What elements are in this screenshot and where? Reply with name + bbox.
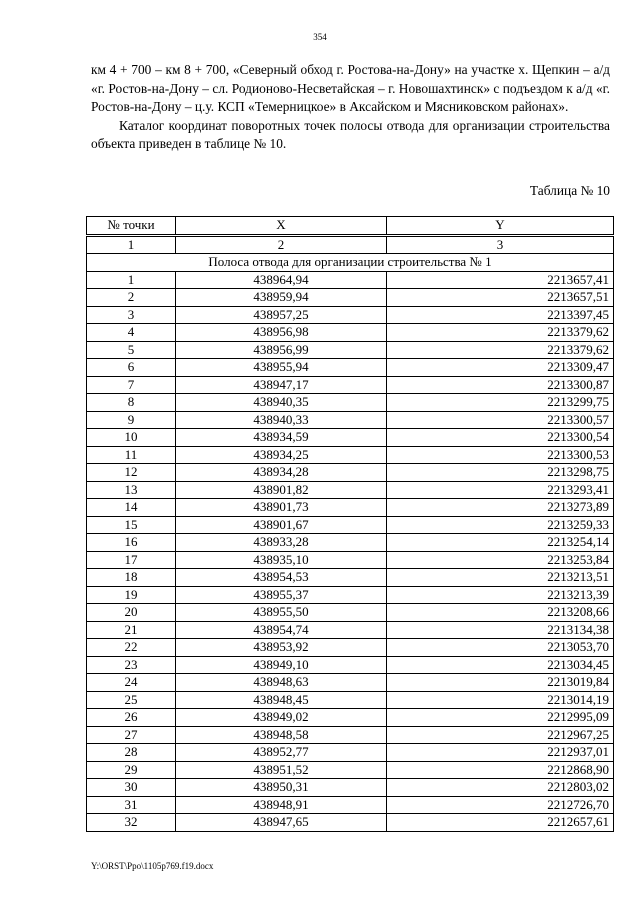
x-coordinate-cell: 438949,10 bbox=[176, 656, 387, 674]
y-coordinate-cell: 2212726,70 bbox=[387, 796, 614, 814]
table-row bbox=[87, 726, 614, 744]
column-number-3: 3 bbox=[387, 235, 614, 254]
table-row bbox=[87, 656, 614, 674]
point-number-cell: 28 bbox=[87, 744, 176, 762]
x-coordinate-cell: 438955,94 bbox=[176, 359, 387, 377]
table-row bbox=[87, 481, 614, 499]
point-number-cell: 2 bbox=[87, 289, 176, 307]
x-coordinate-cell: 438948,63 bbox=[176, 674, 387, 692]
table-row bbox=[87, 324, 614, 342]
x-coordinate-cell: 438933,28 bbox=[176, 534, 387, 552]
y-coordinate-cell: 2213254,14 bbox=[387, 534, 614, 552]
table-row bbox=[87, 534, 614, 552]
table-row bbox=[87, 359, 614, 377]
y-coordinate-cell: 2213397,45 bbox=[387, 306, 614, 324]
table-row bbox=[87, 376, 614, 394]
x-coordinate-cell: 438956,99 bbox=[176, 341, 387, 359]
y-coordinate-cell: 2212868,90 bbox=[387, 761, 614, 779]
y-coordinate-cell: 2213657,51 bbox=[387, 289, 614, 307]
y-coordinate-cell: 2213379,62 bbox=[387, 341, 614, 359]
x-coordinate-cell: 438952,77 bbox=[176, 744, 387, 762]
point-number-cell: 5 bbox=[87, 341, 176, 359]
y-coordinate-cell: 2213134,38 bbox=[387, 621, 614, 639]
y-coordinate-cell: 2213019,84 bbox=[387, 674, 614, 692]
x-coordinate-cell: 438934,59 bbox=[176, 429, 387, 447]
point-number-cell: 31 bbox=[87, 796, 176, 814]
y-coordinate-cell: 2213053,70 bbox=[387, 639, 614, 657]
table-row bbox=[87, 744, 614, 762]
header-y: Y bbox=[387, 217, 614, 236]
table-row bbox=[87, 271, 614, 289]
point-number-cell: 7 bbox=[87, 376, 176, 394]
point-number-cell: 6 bbox=[87, 359, 176, 377]
x-coordinate-cell: 438940,35 bbox=[176, 394, 387, 412]
y-coordinate-cell: 2213034,45 bbox=[387, 656, 614, 674]
column-numbers-row bbox=[87, 235, 614, 254]
x-coordinate-cell: 438947,65 bbox=[176, 814, 387, 832]
table-caption: Таблица № 10 bbox=[529, 183, 610, 198]
section-title-row bbox=[87, 254, 614, 272]
point-number-cell: 15 bbox=[87, 516, 176, 534]
table-row bbox=[87, 569, 614, 587]
x-coordinate-cell: 438901,67 bbox=[176, 516, 387, 534]
table-row bbox=[87, 814, 614, 832]
y-coordinate-cell: 2213208,66 bbox=[387, 604, 614, 622]
table-row bbox=[87, 761, 614, 779]
table-row bbox=[87, 691, 614, 709]
y-coordinate-cell: 2213379,62 bbox=[387, 324, 614, 342]
point-number-cell: 19 bbox=[87, 586, 176, 604]
table-row bbox=[87, 621, 614, 639]
y-coordinate-cell: 2212995,09 bbox=[387, 709, 614, 727]
y-coordinate-cell: 2213293,41 bbox=[387, 481, 614, 499]
table-row bbox=[87, 446, 614, 464]
intro-paragraph-2: Каталог координат поворотных точек полосы отвода для организации строительства объекта приведен в таблице № 10. bbox=[91, 117, 610, 151]
y-coordinate-cell: 2213300,54 bbox=[387, 429, 614, 447]
table-row bbox=[87, 516, 614, 534]
x-coordinate-cell: 438955,50 bbox=[176, 604, 387, 622]
coordinates-table bbox=[86, 216, 614, 832]
header-point-number: № точки bbox=[87, 217, 176, 236]
point-number-cell: 20 bbox=[87, 604, 176, 622]
point-number-cell: 13 bbox=[87, 481, 176, 499]
y-coordinate-cell: 2213657,41 bbox=[387, 271, 614, 289]
point-number-cell: 22 bbox=[87, 639, 176, 657]
y-coordinate-cell: 2213298,75 bbox=[387, 464, 614, 482]
point-number-cell: 10 bbox=[87, 429, 176, 447]
table-row bbox=[87, 796, 614, 814]
table-row bbox=[87, 464, 614, 482]
y-coordinate-cell: 2213273,89 bbox=[387, 499, 614, 517]
x-coordinate-cell: 438934,28 bbox=[176, 464, 387, 482]
table-row bbox=[87, 674, 614, 692]
table-row bbox=[87, 709, 614, 727]
x-coordinate-cell: 438940,33 bbox=[176, 411, 387, 429]
intro-paragraph-1: км 4 + 700 – км 8 + 700, «Северный обход г. Ростова-на-Дону» на участке х. Щепкин – а/д «г. Ростов-на-Дону – сл. Родионово-Несветайская – г. Новошахтинск» с подъездом к а/д «г. Ростов-на-Дону – ц.у. КСП «Темерницкое» в Аксайском и Мясниковском районах». bbox=[91, 62, 610, 114]
point-number-cell: 16 bbox=[87, 534, 176, 552]
page-number: 354 bbox=[313, 32, 327, 42]
table-row bbox=[87, 411, 614, 429]
column-number-2: 2 bbox=[176, 235, 387, 254]
x-coordinate-cell: 438948,45 bbox=[176, 691, 387, 709]
section-title: Полоса отвода для организации строительства № 1 bbox=[87, 254, 614, 272]
point-number-cell: 23 bbox=[87, 656, 176, 674]
point-number-cell: 18 bbox=[87, 569, 176, 587]
y-coordinate-cell: 2213213,39 bbox=[387, 586, 614, 604]
point-number-cell: 21 bbox=[87, 621, 176, 639]
point-number-cell: 27 bbox=[87, 726, 176, 744]
table-row bbox=[87, 429, 614, 447]
x-coordinate-cell: 438959,94 bbox=[176, 289, 387, 307]
x-coordinate-cell: 438956,98 bbox=[176, 324, 387, 342]
y-coordinate-cell: 2213300,87 bbox=[387, 376, 614, 394]
x-coordinate-cell: 438934,25 bbox=[176, 446, 387, 464]
point-number-cell: 4 bbox=[87, 324, 176, 342]
footer-file-path: Y:\ORST\Ppo\1105p769.f19.docx bbox=[91, 861, 214, 871]
point-number-cell: 30 bbox=[87, 779, 176, 797]
column-number-1: 1 bbox=[87, 235, 176, 254]
x-coordinate-cell: 438947,17 bbox=[176, 376, 387, 394]
y-coordinate-cell: 2213253,84 bbox=[387, 551, 614, 569]
point-number-cell: 9 bbox=[87, 411, 176, 429]
table-row bbox=[87, 306, 614, 324]
x-coordinate-cell: 438954,74 bbox=[176, 621, 387, 639]
table-row bbox=[87, 604, 614, 622]
point-number-cell: 25 bbox=[87, 691, 176, 709]
table-row bbox=[87, 779, 614, 797]
table-row bbox=[87, 551, 614, 569]
header-x: X bbox=[176, 217, 387, 236]
x-coordinate-cell: 438901,82 bbox=[176, 481, 387, 499]
y-coordinate-cell: 2213300,57 bbox=[387, 411, 614, 429]
x-coordinate-cell: 438951,52 bbox=[176, 761, 387, 779]
point-number-cell: 14 bbox=[87, 499, 176, 517]
y-coordinate-cell: 2213213,51 bbox=[387, 569, 614, 587]
point-number-cell: 1 bbox=[87, 271, 176, 289]
y-coordinate-cell: 2212657,61 bbox=[387, 814, 614, 832]
point-number-cell: 17 bbox=[87, 551, 176, 569]
x-coordinate-cell: 438955,37 bbox=[176, 586, 387, 604]
table-row bbox=[87, 499, 614, 517]
x-coordinate-cell: 438901,73 bbox=[176, 499, 387, 517]
table-row bbox=[87, 341, 614, 359]
x-coordinate-cell: 438953,92 bbox=[176, 639, 387, 657]
point-number-cell: 3 bbox=[87, 306, 176, 324]
table-row bbox=[87, 639, 614, 657]
x-coordinate-cell: 438948,91 bbox=[176, 796, 387, 814]
table-header-row bbox=[87, 217, 614, 236]
y-coordinate-cell: 2213309,47 bbox=[387, 359, 614, 377]
y-coordinate-cell: 2213299,75 bbox=[387, 394, 614, 412]
x-coordinate-cell: 438935,10 bbox=[176, 551, 387, 569]
x-coordinate-cell: 438954,53 bbox=[176, 569, 387, 587]
y-coordinate-cell: 2212803,02 bbox=[387, 779, 614, 797]
point-number-cell: 8 bbox=[87, 394, 176, 412]
table-row bbox=[87, 394, 614, 412]
y-coordinate-cell: 2212967,25 bbox=[387, 726, 614, 744]
y-coordinate-cell: 2213300,53 bbox=[387, 446, 614, 464]
point-number-cell: 26 bbox=[87, 709, 176, 727]
x-coordinate-cell: 438957,25 bbox=[176, 306, 387, 324]
y-coordinate-cell: 2213259,33 bbox=[387, 516, 614, 534]
x-coordinate-cell: 438948,58 bbox=[176, 726, 387, 744]
x-coordinate-cell: 438950,31 bbox=[176, 779, 387, 797]
point-number-cell: 11 bbox=[87, 446, 176, 464]
x-coordinate-cell: 438964,94 bbox=[176, 271, 387, 289]
point-number-cell: 32 bbox=[87, 814, 176, 832]
point-number-cell: 29 bbox=[87, 761, 176, 779]
point-number-cell: 12 bbox=[87, 464, 176, 482]
y-coordinate-cell: 2213014,19 bbox=[387, 691, 614, 709]
table-row bbox=[87, 289, 614, 307]
intro-text bbox=[91, 61, 610, 154]
table-row bbox=[87, 586, 614, 604]
x-coordinate-cell: 438949,02 bbox=[176, 709, 387, 727]
point-number-cell: 24 bbox=[87, 674, 176, 692]
y-coordinate-cell: 2212937,01 bbox=[387, 744, 614, 762]
